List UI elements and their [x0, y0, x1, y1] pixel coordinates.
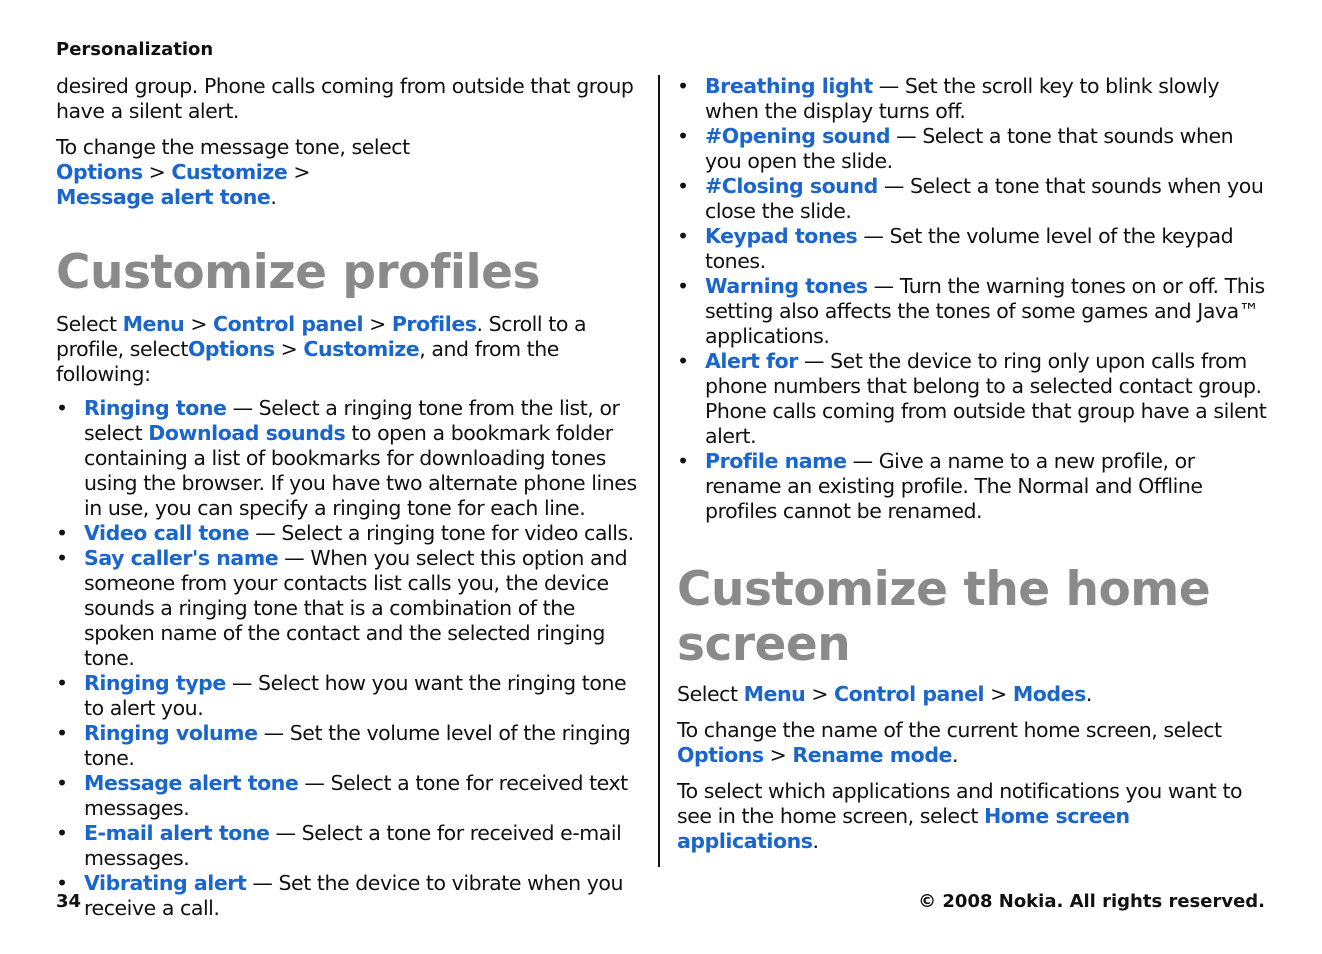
copyright-notice: © 2008 Nokia. All rights reserved.: [918, 891, 1265, 912]
bullet: •: [677, 174, 689, 198]
opening-sound-link[interactable]: #Opening sound: [705, 124, 891, 148]
options-link[interactable]: Options: [677, 743, 764, 767]
profiles-link[interactable]: Profiles: [391, 312, 477, 336]
item-description: — Turn the warning tones on or off. This setting also affects the tones of some games and Java™ applications.: [705, 274, 1265, 348]
control-panel-link[interactable]: Control panel: [834, 682, 985, 706]
item-description: — Set the device to vibrate when you receive a call.: [84, 871, 624, 920]
list-item: [56, 396, 650, 521]
bullet: •: [56, 821, 68, 845]
list-item: [56, 671, 650, 721]
item-description: — Set the volume level of the keypad tones.: [705, 224, 1234, 273]
section-header: Personalization: [56, 39, 214, 60]
list-item: [56, 521, 650, 546]
home-screen-applications-link[interactable]: Home screen applications: [677, 804, 1130, 853]
rename-prefix: To change the name of the current home screen, select: [677, 718, 1222, 742]
path-separator: >: [293, 160, 311, 184]
list-item: [56, 721, 650, 771]
ringing-volume-link[interactable]: Ringing volume: [84, 721, 258, 745]
message-tone-prefix: To change the message tone, select: [56, 135, 410, 159]
item-description: — When you select this option and someone from your contacts list calls you, the device sounds a ringing tone that is a combination of the spoken name of the contact and the selected ringing tone.: [84, 546, 628, 670]
list-item: [56, 821, 650, 871]
list-item: [677, 124, 1271, 174]
menu-link[interactable]: Menu: [743, 682, 806, 706]
bullet: •: [677, 124, 689, 148]
select-suffix: .: [1085, 682, 1092, 706]
rename-mode-link[interactable]: Rename mode: [792, 743, 952, 767]
list-item: [677, 174, 1271, 224]
control-panel-link[interactable]: Control panel: [213, 312, 364, 336]
breathing-light-link[interactable]: Breathing light: [705, 74, 873, 98]
profile-name-link[interactable]: Profile name: [705, 449, 847, 473]
profiles-select-paragraph: [56, 312, 650, 387]
modes-link[interactable]: Modes: [1012, 682, 1086, 706]
video-call-tone-link[interactable]: Video call tone: [84, 521, 250, 545]
bullet: •: [56, 721, 68, 745]
bullet: •: [56, 396, 68, 420]
item-description: — Give a name to a new profile, or rename an existing profile. The Normal and Offline profiles cannot be renamed.: [705, 449, 1203, 523]
list-item: [56, 871, 650, 921]
apps-suffix: .: [812, 829, 819, 853]
ringing-tone-link[interactable]: Ringing tone: [84, 396, 227, 420]
ringing-type-link[interactable]: Ringing type: [84, 671, 226, 695]
heading-customize-profiles: Customize profiles: [56, 245, 540, 300]
path-separator: >: [811, 682, 829, 706]
profile-options-list-continued: [677, 74, 1271, 524]
path-separator: >: [369, 312, 386, 336]
email-alert-tone-link[interactable]: E-mail alert tone: [84, 821, 270, 845]
apps-paragraph: [677, 779, 1271, 854]
right-column: [677, 74, 1271, 865]
menu-link[interactable]: Menu: [122, 312, 185, 336]
rename-paragraph: [677, 718, 1271, 768]
bullet: •: [677, 449, 689, 473]
download-sounds-link[interactable]: Download sounds: [148, 421, 346, 445]
item-description-continued: to open a bookmark folder containing a list of bookmarks for downloading tones using the browser. If you have two alternate phone lines in use, you can specify a ringing tone for each line.: [84, 421, 637, 520]
select-prefix: Select: [677, 682, 744, 706]
list-item: [56, 771, 650, 821]
message-tone-paragraph: [56, 135, 650, 210]
heading-customize-home-screen: Customize the home screen: [677, 562, 1211, 672]
bullet: •: [677, 224, 689, 248]
item-description: — Set the device to ring only upon calls from phone numbers that belong to a selected contact group. Phone calls coming from outside that group have a silent alert.: [705, 349, 1267, 448]
list-item: [677, 224, 1271, 274]
warning-tones-link[interactable]: Warning tones: [705, 274, 868, 298]
path-separator: >: [990, 682, 1007, 706]
path-separator: >: [148, 160, 166, 184]
left-column: [56, 74, 650, 921]
say-callers-name-link[interactable]: Say caller's name: [84, 546, 279, 570]
options-link[interactable]: Options: [56, 160, 143, 184]
vibrating-alert-link[interactable]: Vibrating alert: [84, 871, 247, 895]
bullet: •: [677, 74, 689, 98]
customize-link[interactable]: Customize: [171, 160, 288, 184]
list-item: [56, 546, 650, 671]
bullet: •: [56, 771, 68, 795]
options-link[interactable]: Options: [187, 337, 275, 361]
list-item: [677, 74, 1271, 124]
select-middle-text: . Scroll to a profile, select: [56, 312, 587, 361]
list-item: [677, 349, 1271, 449]
alert-for-link[interactable]: Alert for: [705, 349, 798, 373]
select-prefix: Select: [56, 312, 123, 336]
message-tone-suffix: .: [270, 185, 277, 209]
item-description: — Select a tone that sounds when you open the slide.: [705, 124, 1234, 173]
bullet: •: [677, 349, 689, 373]
bullet: •: [56, 546, 68, 570]
rename-suffix: .: [952, 743, 959, 767]
customize-link[interactable]: Customize: [303, 337, 420, 361]
path-separator: >: [769, 743, 787, 767]
bullet: •: [677, 274, 689, 298]
bullet: •: [56, 671, 68, 695]
item-description: — Select how you want the ringing tone to alert you.: [84, 671, 627, 720]
item-description: — Select a ringing tone for video calls.: [249, 521, 634, 545]
message-alert-tone-link[interactable]: Message alert tone: [56, 185, 271, 209]
bullet: •: [56, 871, 68, 895]
apps-prefix: To select which applications and notifications you want to see in the home screen, select: [677, 779, 1243, 828]
column-divider: [658, 75, 660, 867]
profile-options-list: [56, 396, 650, 921]
item-description: — Set the volume level of the ringing tone.: [84, 721, 631, 770]
path-separator: >: [280, 337, 298, 361]
path-separator: >: [190, 312, 208, 336]
item-description: — Select a tone that sounds when you close the slide.: [705, 174, 1264, 223]
item-description: — Set the scroll key to blink slowly when the display turns off.: [705, 74, 1220, 123]
item-description: — Select a ringing tone from the list, or select: [84, 396, 620, 445]
closing-sound-link[interactable]: #Closing sound: [705, 174, 878, 198]
keypad-tones-link[interactable]: Keypad tones: [705, 224, 858, 248]
modes-select-paragraph: [677, 682, 1271, 707]
list-item: [677, 274, 1271, 349]
select-suffix: , and from the following:: [56, 337, 559, 386]
item-description: — Select a tone for received text messages.: [84, 771, 628, 820]
bullet: •: [56, 521, 68, 545]
item-description: — Select a tone for received e-mail messages.: [84, 821, 622, 870]
list-item: [677, 449, 1271, 524]
page-number: 34: [56, 891, 82, 912]
intro-paragraph: desired group. Phone calls coming from outside that group have a silent alert.: [56, 74, 634, 123]
message-alert-tone-link[interactable]: Message alert tone: [84, 771, 299, 795]
